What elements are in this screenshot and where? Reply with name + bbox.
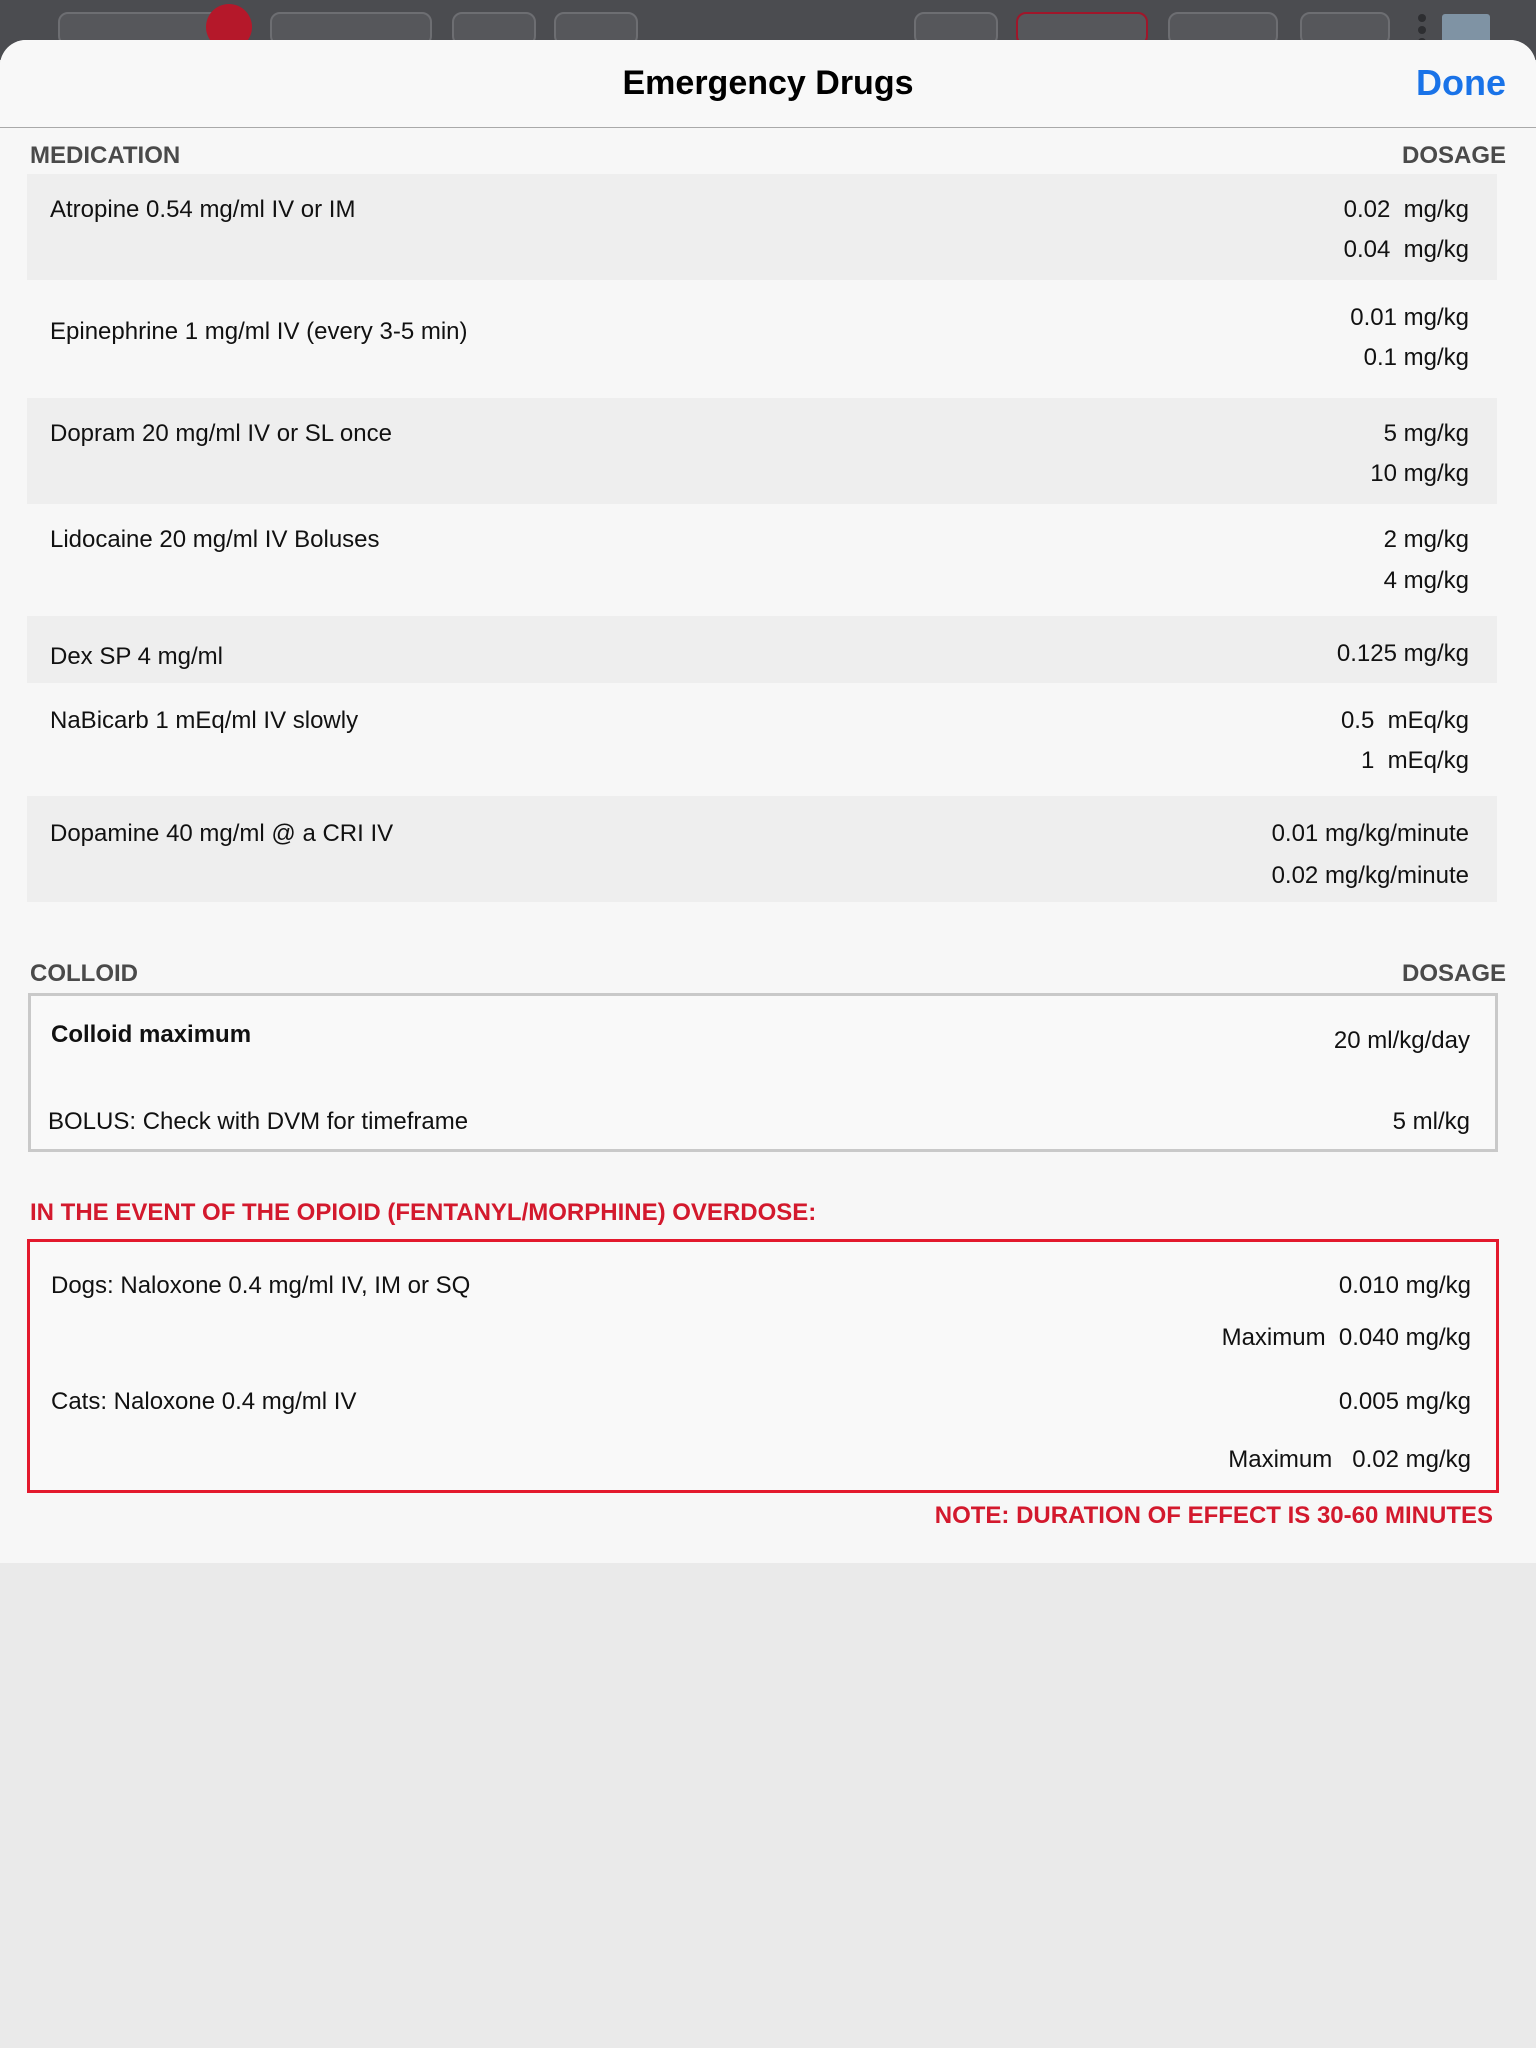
dosage-column-label: DOSAGE <box>1401 960 1506 987</box>
emergency-drugs-sheet <box>0 40 1536 1563</box>
medication-name: Lidocaine 20 mg/ml IV Boluses <box>50 526 380 553</box>
dogs-dose-value: 0.010 mg/kg <box>1338 1272 1471 1299</box>
medication-row <box>27 796 1497 902</box>
medication-row <box>27 616 1497 683</box>
medication-row <box>27 398 1497 504</box>
page-title: Emergency Drugs <box>622 64 914 102</box>
dose-value: 0.5 mEq/kg <box>1340 707 1469 734</box>
dosage-column-label: DOSAGE <box>1401 142 1506 169</box>
dose-value: 1 mEq/kg <box>1360 747 1469 774</box>
dose-value: 0.1 mg/kg <box>1363 344 1469 371</box>
medication-name: NaBicarb 1 mEq/ml IV slowly <box>50 707 359 734</box>
overdose-box <box>27 1239 1499 1493</box>
cats-naloxone-label: Cats: Naloxone 0.4 mg/ml IV <box>51 1388 357 1415</box>
bolus-value: 5 ml/kg <box>1392 1108 1470 1135</box>
medication-column-label: MEDICATION <box>30 142 181 169</box>
medication-name: Dopamine 40 mg/ml @ a CRI IV <box>50 820 394 847</box>
dose-value: 0.04 mg/kg <box>1343 236 1469 263</box>
colloid-column-label: COLLOID <box>30 960 138 987</box>
colloid-section-header <box>30 960 1506 988</box>
dose-value: 0.02 mg/kg <box>1343 196 1469 223</box>
colloid-maximum-label: Colloid maximum <box>51 1021 252 1048</box>
navigation-bar <box>0 40 1536 128</box>
dogs-maximum-value: Maximum 0.040 mg/kg <box>1221 1324 1471 1351</box>
medication-name: Dex SP 4 mg/ml <box>50 643 223 670</box>
dose-value: 0.01 mg/kg <box>1350 304 1469 331</box>
medication-name: Dopram 20 mg/ml IV or SL once <box>50 420 392 447</box>
cats-maximum-value: Maximum 0.02 mg/kg <box>1228 1446 1471 1473</box>
dose-value: 0.125 mg/kg <box>1336 640 1469 667</box>
medication-row <box>27 174 1497 280</box>
medication-row <box>27 280 1497 398</box>
medication-row <box>27 683 1497 796</box>
done-button[interactable]: Done <box>1416 62 1506 103</box>
dose-value: 5 mg/kg <box>1383 420 1469 447</box>
dose-value: 10 mg/kg <box>1370 460 1469 487</box>
dogs-naloxone-label: Dogs: Naloxone 0.4 mg/ml IV, IM or SQ <box>51 1272 471 1299</box>
dose-value: 4 mg/kg <box>1383 567 1469 594</box>
cats-dose-value: 0.005 mg/kg <box>1338 1388 1471 1415</box>
medication-row <box>27 504 1497 616</box>
dose-value: 2 mg/kg <box>1383 526 1469 553</box>
dose-value: 0.02 mg/kg/minute <box>1271 862 1469 889</box>
colloid-box <box>28 993 1498 1152</box>
colloid-maximum-value: 20 ml/kg/day <box>1333 1027 1470 1054</box>
medication-name: Atropine 0.54 mg/ml IV or IM <box>50 196 356 223</box>
medication-name: Epinephrine 1 mg/ml IV (every 3-5 min) <box>50 318 468 345</box>
dose-value: 0.01 mg/kg/minute <box>1271 820 1469 847</box>
overdose-warning-heading: IN THE EVENT OF THE OPIOID (FENTANYL/MORPHINE) OVERDOSE: <box>30 1199 817 1226</box>
duration-note: NOTE: DURATION OF EFFECT IS 30-60 MINUTES <box>934 1502 1493 1529</box>
bolus-label: BOLUS: Check with DVM for timeframe <box>48 1108 469 1135</box>
medication-section-header <box>30 142 1506 170</box>
